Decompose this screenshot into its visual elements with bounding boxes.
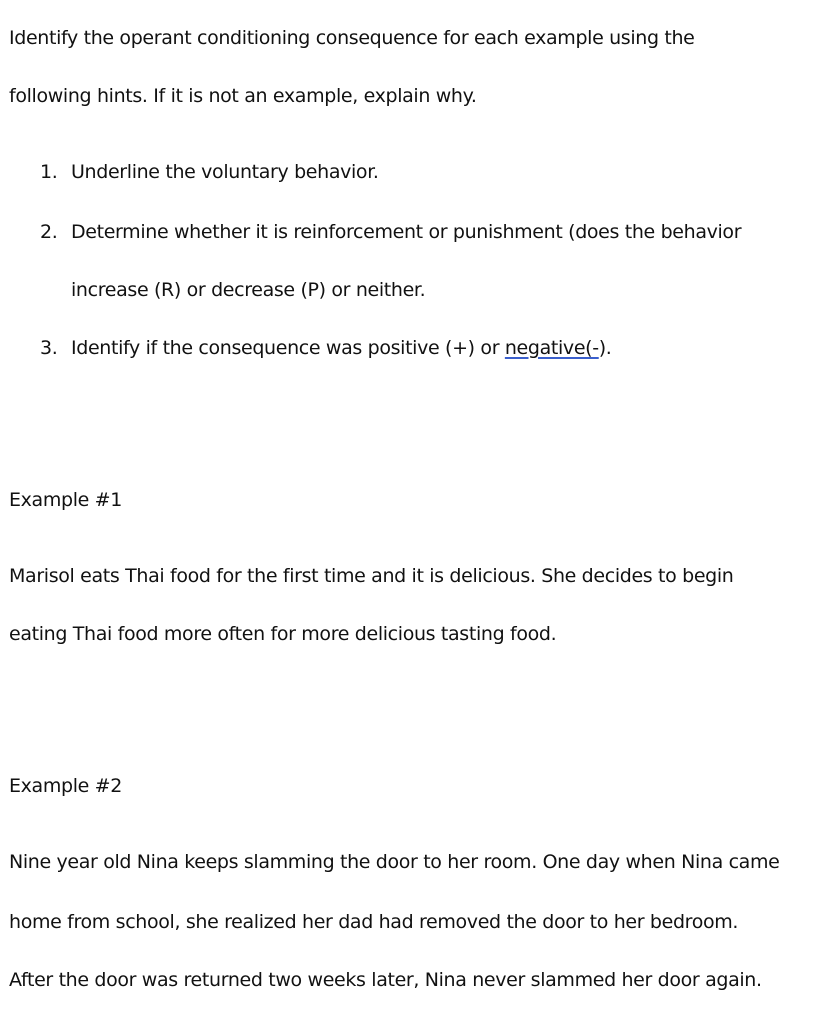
hint-number: 3. <box>40 337 58 359</box>
instructions-line-1: Identify the operant conditioning consequence for each example using the <box>9 27 695 49</box>
example-heading: Example #2 <box>9 775 122 797</box>
hint-text-after: ). <box>598 337 612 359</box>
instructions-line-2: following hints. If it is not an example, explain why. <box>9 85 477 107</box>
hint-text-before: Identify if the consequence was positive (+) or <box>71 337 505 359</box>
example-text-line: Nine year old Nina keeps slamming the door to her room. One day when Nina came <box>9 851 780 873</box>
example-text-line: eating Thai food more often for more delicious tasting food. <box>9 623 557 645</box>
hint-text: Determine whether it is reinforcement or punishment (does the behavior <box>71 221 742 243</box>
hint-number: 1. <box>40 161 58 183</box>
example-text-line: After the door was returned two weeks later, Nina never slammed her door again. <box>9 969 762 991</box>
hint-text: Underline the voluntary behavior. <box>71 161 379 183</box>
example-text-line: Marisol eats Thai food for the first time and it is delicious. She decides to begin <box>9 565 734 587</box>
hint-text <box>71 336 612 360</box>
example-text-line: home from school, she realized her dad had removed the door to her bedroom. <box>9 911 739 933</box>
spellcheck-flagged-word[interactable]: negative(- <box>504 337 599 359</box>
hint-text-continued: increase (R) or decrease (P) or neither. <box>71 279 426 301</box>
example-heading: Example #1 <box>9 489 122 511</box>
hint-number: 2. <box>40 221 58 243</box>
